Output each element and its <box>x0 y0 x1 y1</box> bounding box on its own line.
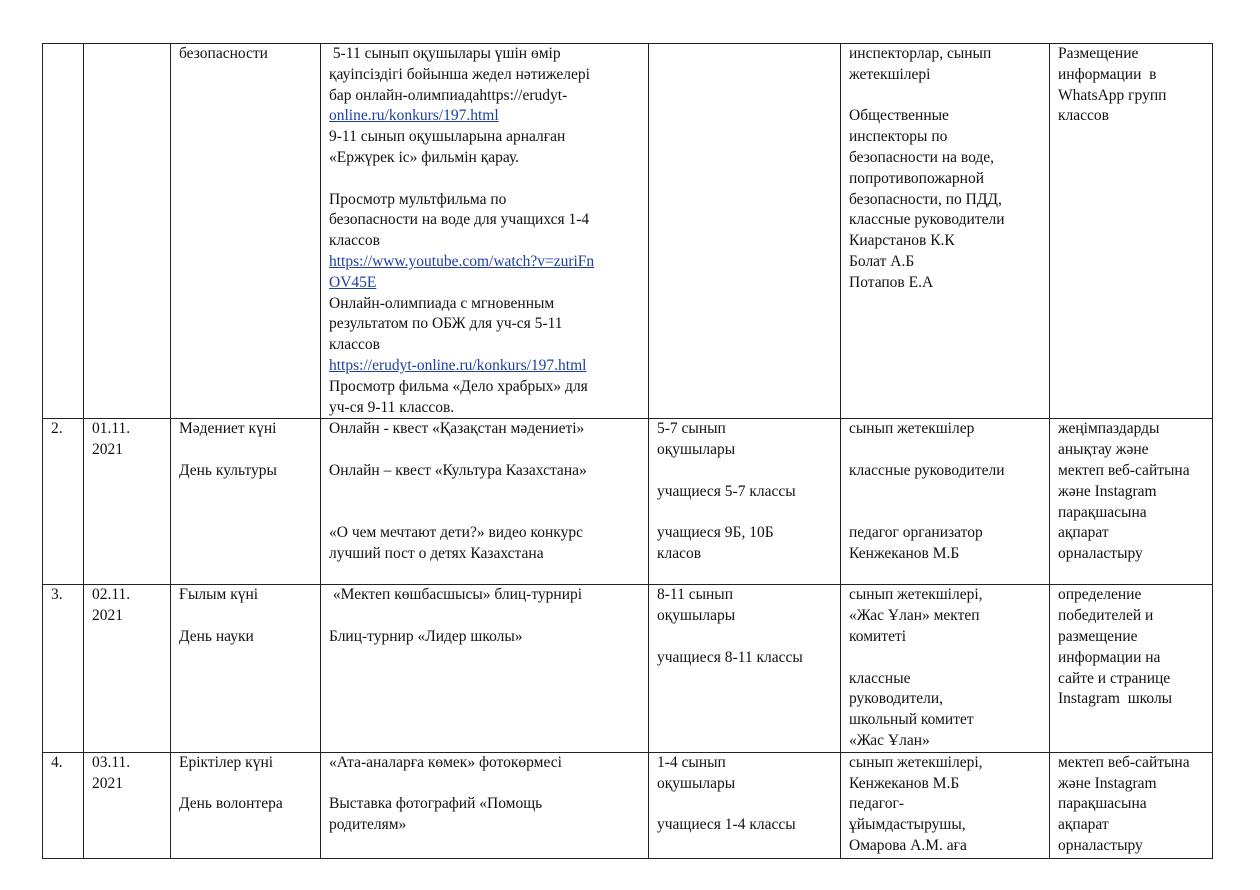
result-cell <box>1050 419 1213 585</box>
cell-text-line: класов <box>657 545 702 563</box>
cell-text-line: оқушылары <box>657 607 736 625</box>
cell-text-line: безопасности, по ПДД, <box>849 190 1002 208</box>
responsible-cell <box>841 585 1050 752</box>
participants-cell <box>649 752 841 858</box>
cell-text-line <box>849 86 1043 107</box>
cell-text-line: анықтау және <box>1058 441 1149 459</box>
cell-text-line: определение <box>1058 586 1142 604</box>
cell-text-line: 02.11. <box>92 586 131 604</box>
cell-text-line: Ғылым күні <box>179 586 259 604</box>
cell-text-line: Онлайн-олимпиада с мгновенным <box>329 294 555 312</box>
cell-text-line: Блиц-турнир «Лидер школы» <box>329 627 523 645</box>
cell-text-line: мектеп веб-сайтына <box>1058 753 1190 771</box>
cell-text-line <box>329 503 642 524</box>
day-name-cell <box>171 44 321 419</box>
cell-text-line: Мәдениет күні <box>179 420 277 438</box>
date-cell <box>84 752 171 858</box>
event-cell <box>321 752 649 858</box>
cell-text-line <box>657 794 834 815</box>
cell-text-line: сайте и странице <box>1058 669 1171 687</box>
cell-text-line: орналастыру <box>1058 836 1143 854</box>
cell-text-line <box>657 503 834 524</box>
cell-text-line: Кенжеканов М.Б <box>849 545 960 563</box>
cell-text-line: победителей и <box>1058 607 1154 625</box>
day-name-cell <box>171 752 321 858</box>
cell-text-line: руководители, <box>849 690 944 708</box>
cell-text-line: 9-11 сынып оқушыларына арналған <box>329 128 566 146</box>
cell-text-line: учащиеся 1-4 классы <box>657 816 796 834</box>
cell-text-line: Выставка фотографий «Помощь <box>329 795 543 813</box>
cell-text-line <box>329 482 642 503</box>
cell-text-line: Размещение <box>1058 45 1139 62</box>
row-number: 3. <box>51 586 63 604</box>
cell-text-line: Онлайн - квест «Қазақстан мәдениеті» <box>329 420 585 438</box>
cell-text-line: жетекшілері <box>849 65 931 83</box>
cell-text-line: ақпарат <box>1058 816 1109 834</box>
cell-text-line <box>329 169 642 190</box>
cell-text-line: инспекторлар, сынып <box>849 45 992 62</box>
cell-text-line: безопасности на воде для учащихся 1-4 <box>329 211 590 229</box>
cell-text-line: размещение <box>1058 627 1138 645</box>
cell-text-line: попротивопожарной <box>849 169 985 187</box>
responsible-cell <box>841 44 1050 419</box>
cell-text-line: Онлайн – квест «Культура Казахстана» <box>329 461 587 479</box>
table-row <box>43 752 1213 858</box>
cell-text-line: парақшасына <box>1058 503 1147 521</box>
cell-text-line: және Instagram <box>1058 482 1157 500</box>
cell-text-line: безопасности <box>179 45 268 62</box>
cell-text-line: қауіпсіздігі бойынша жедел нәтижелері <box>329 65 590 83</box>
cell-text-line: классные руководители <box>849 211 1005 229</box>
url-link[interactable]: https://www.youtube.com/watch?v=zuriFn <box>329 252 595 270</box>
cell-text-line: сынып жетекшілер <box>849 420 975 438</box>
row-number-cell <box>43 752 84 858</box>
cell-text-line: безопасности на воде, <box>849 148 995 166</box>
cell-text-line: Instagram школы <box>1058 690 1173 708</box>
cell-text-line: «Ата-аналарға көмек» фотокөрмесі <box>329 753 562 771</box>
cell-text-line: уч-ся 9-11 классов. <box>329 398 455 416</box>
cell-text-line <box>657 627 834 648</box>
cell-text-line: учащиеся 9Б, 10Б <box>657 524 774 542</box>
cell-text-line <box>849 648 1043 669</box>
cell-text-line: лучший пост о детях Казахстана <box>329 545 544 563</box>
cell-text-line: 03.11. <box>92 753 131 771</box>
cell-text-line: 2021 <box>92 607 123 625</box>
cell-text-line: педагог организатор <box>849 524 983 542</box>
cell-text-line: оқушылары <box>657 441 736 459</box>
url-link[interactable]: https://erudyt-online.ru/konkurs/197.html <box>329 356 587 374</box>
cell-text-line: және Instagram <box>1058 774 1157 792</box>
cell-text-line: «Мектеп көшбасшысы» блиц-турнирі <box>329 586 583 604</box>
cell-text-line: классов <box>329 232 380 250</box>
cell-text-line: инспекторы по <box>849 128 948 146</box>
participants-cell <box>649 419 841 585</box>
cell-text-line: 1-4 сынып <box>657 753 726 771</box>
cell-text-line: комитеті <box>849 627 907 645</box>
responsible-cell <box>841 419 1050 585</box>
cell-text-line: «Жас Ұлан» <box>849 731 930 749</box>
day-name-cell <box>171 585 321 752</box>
cell-text-line <box>329 440 642 461</box>
row-number <box>51 44 77 65</box>
cell-text-line: школьный комитет <box>849 711 974 729</box>
participants-cell <box>649 585 841 752</box>
responsible-cell <box>841 752 1050 858</box>
cell-text-line: орналастыру <box>1058 545 1143 563</box>
cell-text-line: 01.11. <box>92 420 131 438</box>
cell-text-line: 8-11 сынып <box>657 586 734 604</box>
cell-text-line: ұйымдастырушы, <box>849 816 966 834</box>
row-number-cell <box>43 585 84 752</box>
cell-text-line: «Жас Ұлан» мектеп <box>849 607 980 625</box>
cell-text-line: сынып жетекшілері, <box>849 753 983 771</box>
cell-text-line: 2021 <box>92 774 123 792</box>
cell-text-line <box>849 503 1043 524</box>
cell-text-line: классные руководители <box>849 461 1005 479</box>
cell-text-line: Кенжеканов М.Б <box>849 774 960 792</box>
date-cell <box>84 44 171 419</box>
cell-text-line <box>657 461 834 482</box>
cell-text-line: День волонтера <box>179 795 283 813</box>
cell-text-line: информации на <box>1058 648 1161 666</box>
event-cell <box>321 44 649 419</box>
participants-cell <box>649 44 841 419</box>
cell-text-line: ақпарат <box>1058 524 1109 542</box>
table-body <box>43 44 1213 859</box>
table-row <box>43 419 1213 585</box>
cell-text-line: WhatsApp групп <box>1058 86 1167 104</box>
cell-text-line: Просмотр фильма «Дело храбрых» для <box>329 377 588 395</box>
cell-text-line: учащиеся 5-7 классы <box>657 482 796 500</box>
cell-text-line <box>849 440 1043 461</box>
cell-text-line: родителям» <box>329 816 407 834</box>
row-number-cell <box>43 419 84 585</box>
cell-text-line <box>849 482 1043 503</box>
date-cell <box>84 419 171 585</box>
cell-text-line: Общественные <box>849 107 949 125</box>
url-link[interactable]: online.ru/konkurs/197.html <box>329 107 499 125</box>
cell-text-line: оқушылары <box>657 774 736 792</box>
event-cell <box>321 585 649 752</box>
cell-text-line: Омарова А.М. аға <box>849 836 967 854</box>
cell-text-line: классов <box>329 336 380 354</box>
result-cell <box>1050 44 1213 419</box>
cell-text-line: классные <box>849 669 911 687</box>
cell-text-line: сынып жетекшілері, <box>849 586 983 604</box>
cell-text-line: учащиеся 8-11 классы <box>657 648 803 666</box>
cell-text-line <box>179 774 314 795</box>
table-row <box>43 585 1213 752</box>
cell-text-line: педагог- <box>849 795 904 813</box>
cell-text-line: «Ержүрек іс» фильмін қарау. <box>329 148 520 166</box>
result-cell <box>1050 585 1213 752</box>
event-cell <box>321 419 649 585</box>
result-cell <box>1050 752 1213 858</box>
table-row <box>43 44 1213 419</box>
cell-text-line: парақшасына <box>1058 795 1147 813</box>
cell-text-line: мектеп веб-сайтына <box>1058 461 1190 479</box>
cell-text-line <box>179 440 314 461</box>
row-number: 2. <box>51 420 63 438</box>
day-name-cell <box>171 419 321 585</box>
cell-text-line: 5-7 сынып <box>657 420 726 438</box>
cell-text-line: Еріктілер күні <box>179 753 274 771</box>
row-number: 4. <box>51 753 63 771</box>
cell-text-line: «О чем мечтают дети?» видео конкурс <box>329 524 583 542</box>
date-cell <box>84 585 171 752</box>
cell-text-line: Потапов Е.А <box>849 273 934 291</box>
cell-text-line: День науки <box>179 627 254 645</box>
cell-text-line: классов <box>1058 107 1109 125</box>
cell-text-line: информации в <box>1058 65 1157 83</box>
cell-text-line: Просмотр мультфильма по <box>329 190 507 208</box>
row-number-cell <box>43 44 84 419</box>
cell-text-line: Болат А.Б <box>849 252 915 270</box>
cell-text-line: жеңімпаздарды <box>1058 420 1160 438</box>
events-plan-table <box>42 43 1213 859</box>
cell-text-line <box>179 606 314 627</box>
cell-text-line: Киарстанов К.К <box>849 232 955 250</box>
cell-text-line: День культуры <box>179 461 277 479</box>
cell-text-line: бар онлайн-олимпиадаhttps://erudyt- <box>329 86 568 104</box>
cell-text-line: результатом по ОБЖ для уч-ся 5-11 <box>329 315 563 333</box>
cell-text-line: 5-11 сынып оқушылары үшін өмір <box>329 45 561 62</box>
url-link[interactable]: OV45E <box>329 273 377 291</box>
cell-text-line: 2021 <box>92 441 123 459</box>
cell-text-line <box>329 774 642 795</box>
cell-text-line <box>329 606 642 627</box>
